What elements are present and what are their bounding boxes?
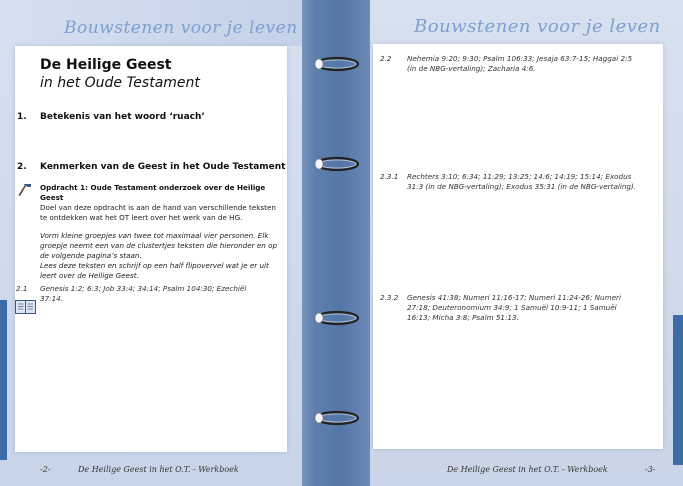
- hammer-icon: [17, 182, 33, 198]
- ref-2-3-1-line-1: Rechters 3:10; 6:34; 11:29; 13:25; 14:6; 14:19; 15:14; Exodus: [407, 172, 632, 181]
- ref-2-3-2-text: [407, 293, 657, 323]
- ref-2-2-number: 2.2: [380, 54, 392, 63]
- ref-2-3-1-line-2: 31:3 (in de NBG-vertaling); Exodus 35:31 (in de NBG-vertaling).: [407, 182, 637, 191]
- right-page-body: [373, 44, 663, 449]
- binder-ring-icon: [314, 410, 360, 426]
- ref-2-1-text: [40, 284, 288, 304]
- page-title: De Heilige Geest: [40, 57, 172, 73]
- left-footer-title: De Heilige Geest in het O.T. - Werkboek: [78, 465, 239, 474]
- ref-2-1-number: 2.1: [16, 284, 28, 293]
- section-2-number: 2.: [17, 162, 27, 172]
- ref-2-3-2-line-1: Genesis 41:38; Numeri 11:16-17; Numeri 11:24-26; Numeri: [407, 293, 621, 302]
- ref-2-2-text: [407, 54, 657, 74]
- section-1-heading: Betekenis van het woord ‘ruach’: [40, 112, 205, 122]
- binder-ring-icon: [314, 310, 360, 326]
- ref-2-3-2-line-2: 27:18; Deuteronomium 34:9; 1 Samuël 10:9-11; 1 Samuël: [407, 303, 617, 312]
- book-icon: [15, 300, 36, 314]
- assignment-line-2: te ontdekken wat het OT leert over het werk van de HG.: [40, 213, 243, 222]
- left-header-title: Bouwstenen voor je leven: [64, 18, 298, 38]
- assignment-block: [40, 183, 284, 281]
- ref-2-3-1-number: 2.3.1: [380, 172, 399, 181]
- ref-2-2-line-1: Nehemia 9:20; 9:30; Psalm 106:33; Jesaja 63:7-15; Haggai 2:5: [407, 54, 633, 63]
- ref-2-3-1-text: [407, 172, 657, 192]
- instruction-line-4: Lees deze teksten en schrijf op een half flipovervel wat je er uit: [40, 261, 269, 270]
- page-subtitle: in het Oude Testament: [40, 75, 200, 91]
- right-edge-strip: [673, 315, 683, 465]
- binder-ring-icon: [314, 56, 360, 72]
- instruction-line-1: Vorm kleine groepjes van twee tot maximaal vier personen. Elk: [40, 231, 269, 240]
- assignment-line-1: Doel van deze opdracht is aan de hand van verschillende teksten: [40, 203, 276, 212]
- instruction-line-5: leert over de Heilige Geest.: [40, 271, 139, 280]
- ref-2-2-line-2: (in de NBG-vertaling); Zacharia 4:6.: [407, 64, 536, 73]
- left-page-number: -2-: [40, 465, 51, 474]
- ref-2-3-2-line-3: 16:13; Micha 3:8; Psalm 51:13.: [407, 313, 519, 322]
- ref-2-1-line-2: 37:14.: [40, 294, 63, 303]
- right-footer-title: De Heilige Geest in het O.T. - Werkboek: [447, 465, 608, 474]
- binder-ring-icon: [314, 156, 360, 172]
- instruction-line-3: de volgende pagina’s staan.: [40, 251, 142, 260]
- left-edge-strip: [0, 300, 7, 460]
- ref-2-1-line-1: Genesis 1:2; 6:3; Job 33:4; 34:14; Psalm 104:30; Ezechiël: [40, 284, 247, 293]
- section-2-heading: Kenmerken van de Geest in het Oude Testament: [40, 162, 286, 172]
- right-header-title: Bouwstenen voor je leven: [414, 16, 661, 37]
- right-page-number: -3-: [645, 465, 656, 474]
- assignment-heading: Opdracht 1: Oude Testament onderzoek over de Heilige Geest: [40, 183, 266, 202]
- ref-2-3-2-number: 2.3.2: [380, 293, 399, 302]
- instruction-line-2: groepje neemt een van de clustertjes teksten die hieronder en op: [40, 241, 278, 250]
- binder-rings: [300, 0, 370, 486]
- section-1-number: 1.: [17, 112, 27, 122]
